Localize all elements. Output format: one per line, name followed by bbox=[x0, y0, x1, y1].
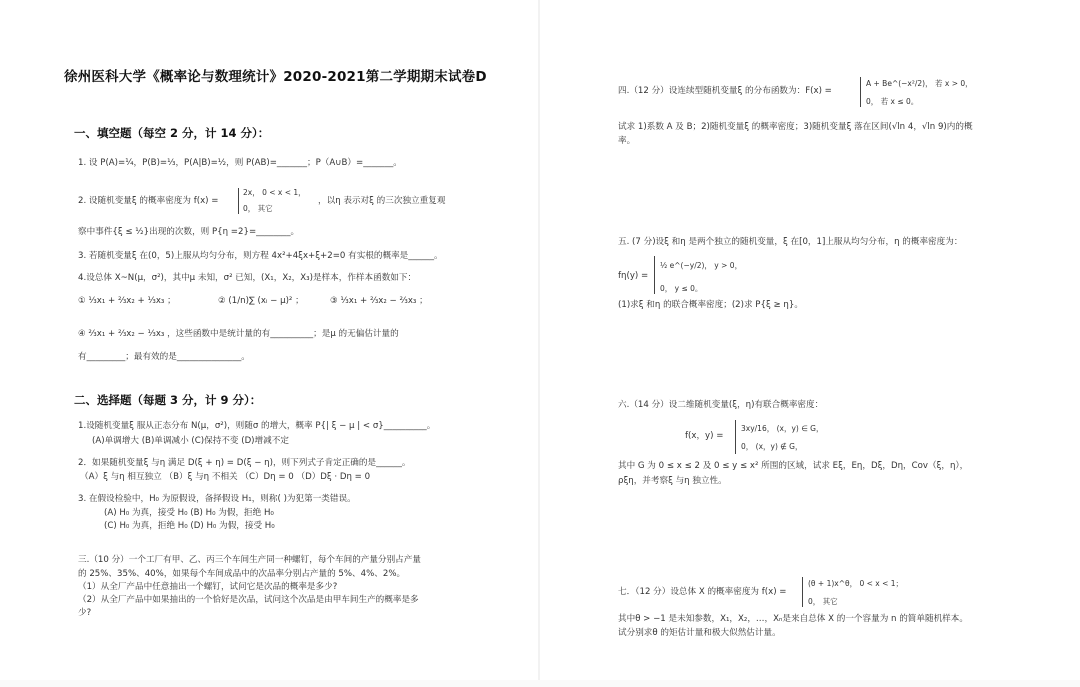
s6-case2: 0， (x，y) ∉ G， bbox=[741, 442, 803, 451]
exam-title: 徐州医科大学《概率论与数理统计》2020-2021第二学期期末试卷D bbox=[64, 69, 487, 85]
s6-brace bbox=[735, 420, 736, 454]
section1-heading: 一、填空题（每空 2 分，计 14 分）： bbox=[74, 126, 270, 140]
s7-line2: 其中θ > −1 是未知参数，X₁，X₂，…，Xₙ是来自总体 X 的一个容量为 n 的简单随机样本。 bbox=[618, 614, 968, 624]
s1-q4-opt2: ② (1/n)∑ (xᵢ − μ)² ； bbox=[218, 296, 304, 306]
s1-q4-opt1: ① ⅓x₁ + ⅔x₂ + ⅓x₃ ； bbox=[78, 296, 176, 306]
s3-line5: 少? bbox=[78, 608, 92, 618]
s7-case2: 0， 其它 bbox=[808, 597, 838, 606]
s2-q3-options-a: (A) H₀ 为真，接受 H₀ (B) H₀ 为假，拒绝 H₀ bbox=[104, 508, 274, 518]
s2-q3: 3. 在假设检验中，H₀ 为原假设，备择假设 H₁，则称( )为犯第一类错误。 bbox=[78, 494, 356, 504]
s5-line2: (1)求ξ 和η 的联合概率密度；(2)求 P{ξ ≥ η}。 bbox=[618, 300, 803, 310]
s1-q4-opt4: ④ ⅔x₁ + ⅔x₂ − ⅓x₃ ，这些函数中是统计量的有__________；是μ 的无偏估计量的 bbox=[78, 329, 399, 339]
s4-case1: A + Be^(−x²/2)， 若 x > 0， bbox=[866, 79, 973, 88]
s5-label: fη(y) = bbox=[618, 271, 649, 281]
s6-intro: 六.（14 分）设二维随机变量(ξ，η)有联合概率密度： bbox=[618, 400, 824, 410]
s4-line2: 试求 1)系数 A 及 B；2)随机变量ξ 的概率密度；3)随机变量ξ 落在区间(√ln 4，√ln 9)内的概 bbox=[618, 122, 973, 132]
s1-q2-brace bbox=[238, 188, 239, 214]
s1-q2-case1: 2x， 0 < x < 1， bbox=[243, 188, 306, 197]
s2-q3-options-b: (C) H₀ 为真，拒绝 H₀ (D) H₀ 为假，接受 H₀ bbox=[104, 521, 275, 531]
s2-q2-options: （A）ξ 与η 相互独立 （B）ξ 与η 不相关 （C）Dη = 0 （D）Dξ · Dη = 0 bbox=[80, 472, 371, 482]
s5-case1: ½ e^(−y/2)， y > 0， bbox=[660, 261, 743, 270]
s6-label: f(x，y) = bbox=[685, 431, 724, 441]
s2-q2: 2．如果随机变量ξ 与η 满足 D(ξ + η) = D(ξ − η)，则下列式子肯定正确的是______。 bbox=[78, 458, 411, 468]
s3-line1: 三.（10 分）一个工厂有甲、乙、丙三个车间生产同一种螺钉，每个车间的产量分别占产量 bbox=[78, 555, 421, 565]
s2-q1-options: (A)单调增大 (B)单调减小 (C)保持不变 (D)增减不定 bbox=[92, 436, 289, 446]
s1-q4-opt3: ③ ⅓x₁ + ⅔x₂ − ⅔x₃ ； bbox=[330, 296, 428, 306]
s3-line3: （1）从全厂产品中任意抽出一个螺钉，试问它是次品的概率是多少? bbox=[78, 582, 338, 592]
s4-brace bbox=[860, 77, 861, 107]
s5-case2: 0， y ≤ 0。 bbox=[660, 284, 703, 293]
s1-q4-tail: 有_________；最有效的是_______________。 bbox=[78, 352, 250, 362]
s4-case2: 0， 若 x ≤ 0。 bbox=[866, 97, 919, 106]
s7-case1: (θ + 1)x^θ， 0 < x < 1； bbox=[808, 579, 904, 588]
s3-line4: （2）从全厂产品中如果抽出的一个恰好是次品，试问这个次品是由甲车间生产的概率是多 bbox=[78, 595, 419, 605]
s6-case1: 3xy/16， (x，y) ∈ G， bbox=[741, 424, 824, 433]
s7-line3: 试分别求θ 的矩估计量和极大似然估计量。 bbox=[618, 628, 781, 638]
s2-q1: 1.设随机变量ξ 服从正态分布 N(μ，σ²)，则随σ 的增大，概率 P{| ξ − μ | < σ}__________。 bbox=[78, 421, 436, 431]
s7-intro: 七．（12 分）设总体 X 的概率密度为 f(x) = bbox=[618, 587, 787, 597]
s1-q2-line2: 察中事件{ξ ≤ ½}出现的次数，则 P{η =2}=________。 bbox=[78, 227, 300, 237]
s1-q2-case2: 0， 其它 bbox=[243, 204, 273, 213]
s5-intro: 五. (7 分)设ξ 和η 是两个独立的随机变量，ξ 在[0，1]上服从均匀分布，η 的概率密度为： bbox=[618, 237, 963, 247]
s4-intro: 四.（12 分）设连续型随机变量ξ 的分布函数为：F(x) = bbox=[618, 86, 832, 96]
section2-heading: 二、选择题（每题 3 分，计 9 分）： bbox=[74, 393, 262, 407]
s3-line2: 的 25%、35%、40%，如果每个车间成品中的次品率分别占产量的 5%、4%、2%。 bbox=[78, 569, 406, 579]
s1-q2-line1: 2. 设随机变量ξ 的概率密度为 f(x) = bbox=[78, 196, 219, 206]
s5-brace bbox=[654, 256, 655, 294]
s6-line2: 其中 G 为 0 ≤ x ≤ 2 及 0 ≤ y ≤ x² 所围的区域，试求 Eξ，Eη，Dξ，Dη，Cov（ξ，η）， bbox=[618, 461, 969, 471]
s1-q3: 3. 若随机变量ξ 在(0，5)上服从均匀分布，则方程 4x²+4ξx+ξ+2=0 有实根的概率是______。 bbox=[78, 251, 443, 261]
s7-brace bbox=[802, 577, 803, 607]
s1-q4: 4.设总体 X~N(μ，σ²)，其中μ 未知，σ² 已知，(X₁，X₂，X₃)是样本，作样本函数如下： bbox=[78, 273, 417, 283]
s1-q2-tail: ，以η 表示对ξ 的三次独立重复观 bbox=[318, 196, 446, 206]
s1-q1: 1. 设 P(A)=¼，P(B)=⅓，P(A|B)=½，则 P(AB)=_______；P（A∪B）=_______。 bbox=[78, 158, 402, 168]
right-column bbox=[540, 0, 1080, 687]
s4-line3: 率。 bbox=[618, 136, 636, 146]
s6-line3: ρξη，并考察ξ 与η 独立性。 bbox=[618, 476, 727, 486]
